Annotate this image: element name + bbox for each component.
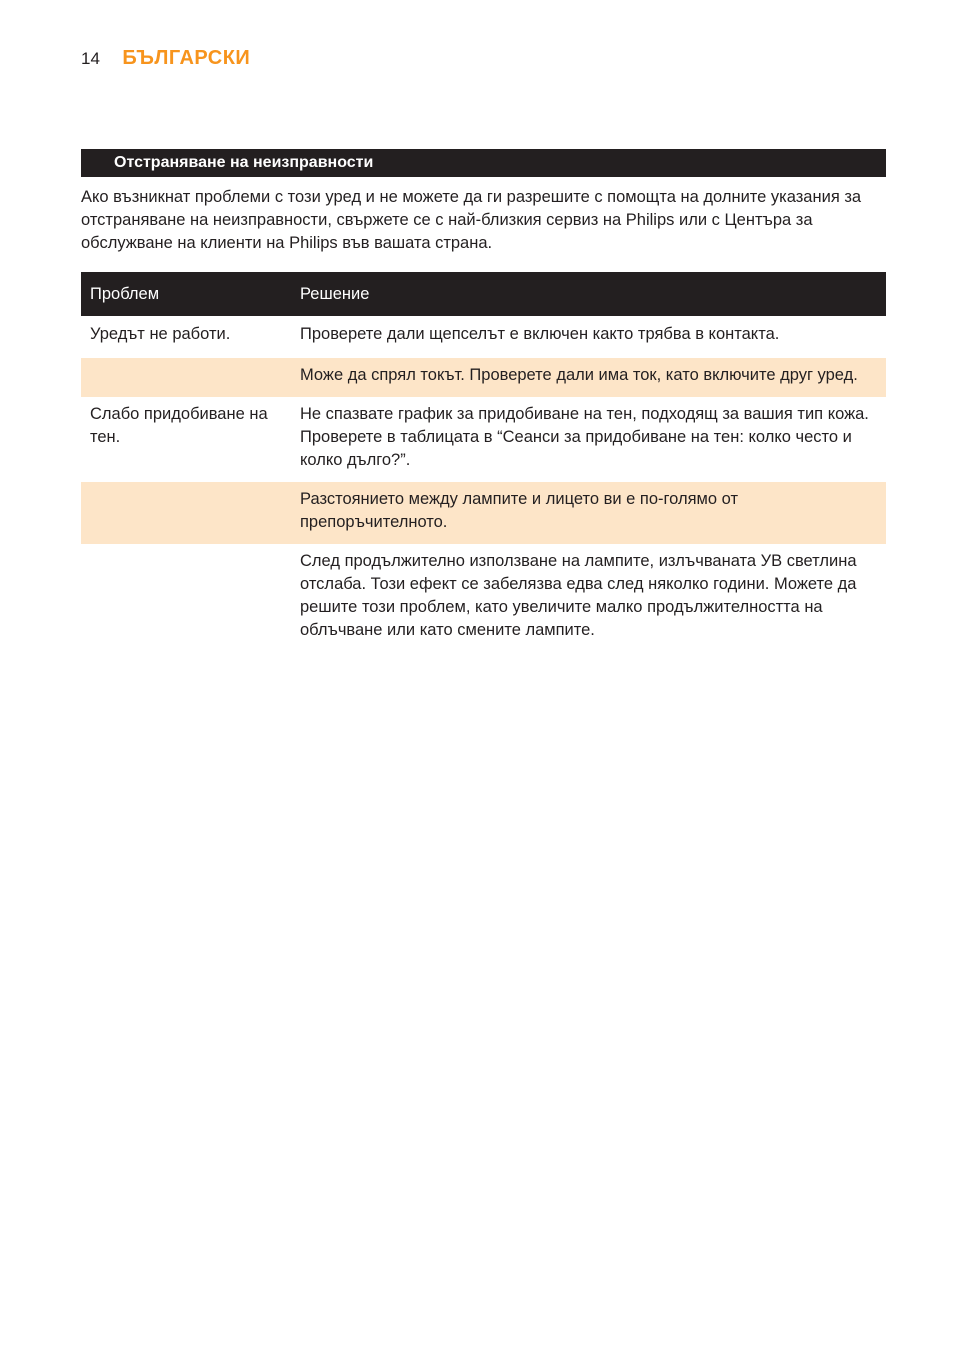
problem-cell	[81, 358, 291, 397]
troubleshooting-table	[81, 272, 886, 652]
table-row	[81, 358, 886, 397]
table-row	[81, 544, 886, 652]
solution-cell: След продължително използване на лампите, излъчваната УВ светлина отслаба. Този ефект се забелязва едва след няколко години. Можете да решите този проблем, като увеличите малко продължителността на облъчване или като смените лампите.	[300, 552, 857, 639]
solution-cell: Не спазвате график за придобиване на тен, подходящ за вашия тип кожа. Проверете в таблицата в “Сеанси за придобиване на тен: колко често и колко дълго?”.	[300, 405, 869, 469]
page-number: 14	[81, 49, 100, 68]
table-row	[81, 397, 886, 482]
solution-cell: Разстоянието между лампите и лицето ви е по-голямо от препоръчителното.	[291, 482, 886, 544]
page-header	[81, 47, 250, 77]
column-header-solution: Решение	[291, 272, 886, 316]
table-row	[81, 316, 886, 358]
column-header-problem: Проблем	[81, 272, 291, 316]
language-heading: БЪЛГАРСКИ	[122, 47, 251, 69]
problem-cell	[81, 482, 291, 544]
problem-cell: Уредът не работи.	[90, 325, 231, 343]
table-header-row	[81, 272, 886, 316]
solution-cell: Проверете дали щепселът е включен както трябва в контакта.	[300, 325, 780, 343]
solution-cell: Може да спрял токът. Проверете дали има ток, като включите друг уред.	[291, 358, 886, 397]
table-row	[81, 482, 886, 544]
section-title-bar: Отстраняване на неизправности	[81, 149, 886, 177]
problem-cell	[81, 544, 291, 652]
problem-cell: Слабо придобиване на тен.	[90, 405, 268, 446]
intro-paragraph: Ако възникнат проблеми с този уред и не можете да ги разрешите с помощта на долните указания за отстраняване на неизправности, свържете се с най-близкия сервиз на Philips или с Центъра за обслужване на клиенти на Philips във вашата страна.	[81, 188, 862, 252]
